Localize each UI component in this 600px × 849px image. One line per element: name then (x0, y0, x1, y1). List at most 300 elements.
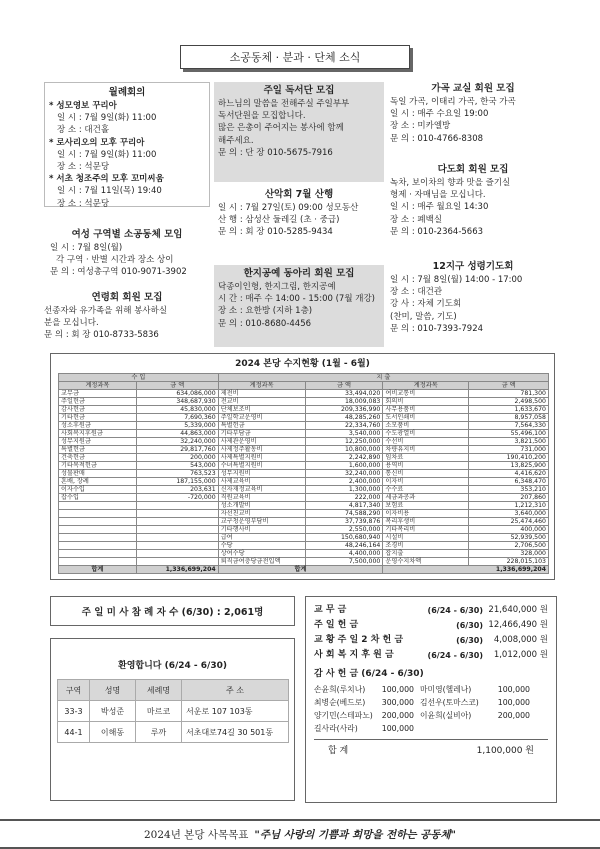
tea-title: 다도회 회원 모집 (437, 164, 509, 175)
section-header (180, 45, 410, 69)
finance-item: 혼배, 장례 (59, 478, 137, 486)
table-row (59, 470, 549, 478)
finance-item (59, 534, 137, 542)
finance-item: 차량유지비 (383, 446, 469, 454)
attendance-box (50, 596, 295, 626)
finance-amount: 48,285,260 (305, 414, 383, 422)
text-line: 장 소 : 석문당 (57, 162, 110, 173)
donor-row (314, 709, 548, 722)
donor-name: 이윤희(실비아) (420, 711, 472, 720)
finance-amount: 203,631 (136, 486, 218, 494)
finance-item: 성물판매 (59, 470, 137, 478)
finance-amount: 22,334,760 (305, 422, 383, 430)
finance-amount: 353,210 (469, 486, 549, 494)
text-line: 장 소 : 미카엘방 (390, 121, 451, 132)
finance-item: 성무지원금 (59, 438, 137, 446)
finance-item: 주일헌금 (59, 398, 137, 406)
col-amount: 금 액 (469, 382, 549, 390)
finance-amount: 12,250,000 (305, 438, 383, 446)
welcome-cell: 루까 (136, 722, 182, 743)
tea-box (388, 163, 558, 238)
table-row (59, 550, 549, 558)
finance-item: 세금과공과 (383, 494, 469, 502)
welcome-header: 구역 (58, 680, 90, 701)
finance-item (59, 542, 137, 550)
table-row (59, 414, 549, 422)
finance-amount: 32,240,000 (136, 438, 218, 446)
income-total-label: 합계 (59, 566, 137, 574)
donor-amount: 200,000 (497, 711, 530, 720)
text-line: 독일 가곡, 이태리 가곡, 한국 가곡 (390, 97, 516, 107)
welcome-title: 환영합니다 (6/24 - 6/30) (118, 661, 227, 671)
tea-lines (390, 177, 556, 238)
text-line: 닥종이인형, 한지그림, 한지공예 (218, 282, 336, 292)
finance-item: 제전비 (218, 390, 305, 398)
finance-item: 이자비 (383, 478, 469, 486)
finance-item: 기타헌금 (59, 414, 137, 422)
finance-amount (136, 550, 218, 558)
donor-amount: 100,000 (381, 685, 414, 694)
table-row (59, 518, 549, 526)
finance-amount: 7,690,360 (136, 414, 218, 422)
union-box (44, 291, 210, 342)
donor-amount: 100,000 (497, 698, 530, 707)
finance-item: 잡지출 (383, 550, 469, 558)
finance-amount: 2,550,000 (305, 526, 383, 534)
welcome-cell: 서운로 107 103동 (182, 701, 289, 722)
finance-box (50, 353, 555, 580)
finance-amount: 781,300 (469, 390, 549, 398)
donor-name (420, 722, 482, 735)
finance-item: 수당 (218, 542, 305, 550)
offering-label: 교 무 금 (314, 605, 347, 615)
text-line: 형제 · 자매님을 모십니다. (390, 190, 486, 201)
finance-item (59, 558, 137, 566)
text-line: 장 소 : 요한방 (지하 1층) (218, 306, 313, 317)
finance-amount: 5,339,000 (136, 422, 218, 430)
finance-item: 성소개발비 (218, 502, 305, 510)
text-line: (찬미, 말씀, 기도) (390, 311, 457, 322)
finance-item: 사제정주활동비 (218, 446, 305, 454)
expense-total: 1,336,699,204 (383, 566, 549, 574)
finance-item: 운영수지차액 (383, 558, 469, 566)
finance-item: 전교비 (218, 398, 305, 406)
table-row (59, 446, 549, 454)
hike-box (214, 188, 384, 239)
women-line: 일 시 : 7월 8일(월) (50, 243, 123, 253)
finance-amount: 228,015,103 (469, 558, 549, 566)
finance-amount: 1,212,310 (469, 502, 549, 510)
table-row (59, 558, 549, 566)
finance-amount: 1,300,000 (305, 486, 383, 494)
finance-item: 급여 (218, 534, 305, 542)
finance-item (59, 510, 137, 518)
text-line: 일 시 : 7월 27일(토) 09:00 성모동산 (218, 203, 359, 213)
col-item: 계정과목 (383, 382, 469, 390)
finance-amount: 543,000 (136, 462, 218, 470)
finance-amount: 222,000 (305, 494, 383, 502)
expense-total-label: 합계 (218, 566, 383, 574)
finance-item: 사무용품비 (383, 406, 469, 414)
finance-item: 잡수입 (59, 494, 137, 502)
text-line: 장 소 : 폐백실 (390, 214, 443, 225)
finance-amount: 7,564,330 (469, 422, 549, 430)
finance-item: 사회복지후원금 (59, 430, 137, 438)
col-item: 계정과목 (218, 382, 305, 390)
table-row (59, 422, 549, 430)
donor-name: 마미영(헬레나) (420, 685, 472, 694)
bible-lines (390, 274, 556, 335)
craft-title: 한지공예 동아리 회원 모집 (243, 268, 355, 279)
thanks-title: 감 사 헌 금 (6/24 - 6/30) (314, 669, 424, 679)
finance-amount: 33,494,020 (305, 390, 383, 398)
donor-amount (482, 722, 530, 735)
table-row (59, 534, 549, 542)
finance-item: 기타부담금 (218, 430, 305, 438)
text-line: 문 의 : 010-8680-4456 (218, 318, 312, 329)
finance-amount: 32,240,000 (305, 470, 383, 478)
table-row (59, 438, 549, 446)
finance-item: 시설비 (383, 534, 469, 542)
finance-item (59, 550, 137, 558)
monthly-meeting-box (44, 82, 210, 207)
reader-title: 주일 독서단 모집 (263, 85, 335, 96)
finance-item: 여비교통비 (383, 390, 469, 398)
finance-item: 건축헌금 (59, 454, 137, 462)
offering-row (314, 633, 548, 648)
finance-amount: 52,939,500 (469, 534, 549, 542)
welcome-table (57, 679, 289, 743)
offering-period: (6/24 - 6/30) (427, 606, 483, 615)
finance-amount: 3,640,000 (469, 510, 549, 518)
text-line: 문 의 : 010-4766-8308 (390, 133, 484, 144)
text-line: 문 의 : 단 장 010-5675-7916 (218, 147, 333, 158)
finance-item: 사제특별지원비 (218, 454, 305, 462)
table-row (59, 502, 549, 510)
donor-name: 최병순(베드로) (314, 698, 366, 707)
finance-amount: 25,474,460 (469, 518, 549, 526)
finance-amount: 209,336,990 (305, 406, 383, 414)
finance-item: 통신비 (383, 470, 469, 478)
finance-item: 도서인쇄비 (383, 414, 469, 422)
finance-amount: 6,348,470 (469, 478, 549, 486)
finance-item: 기타행사비 (218, 526, 305, 534)
finance-amount: 4,400,000 (305, 550, 383, 558)
table-row (58, 722, 289, 743)
text-line: 녹차, 보이차의 향과 맛을 즐기실 (390, 178, 511, 188)
offering-row (314, 648, 548, 663)
finance-amount: 37,739,876 (305, 518, 383, 526)
singing-box (388, 82, 558, 145)
finance-amount (136, 542, 218, 550)
finance-amount: 18,009,083 (305, 398, 383, 406)
welcome-header: 성명 (90, 680, 136, 701)
donor-list (314, 683, 548, 735)
finance-item: 기타목적헌금 (59, 462, 137, 470)
offering-label: 교 황 주 일 2 차 헌 금 (314, 635, 404, 645)
finance-item (59, 502, 137, 510)
offerings-box (305, 596, 557, 803)
finance-item: 임차료 (383, 454, 469, 462)
finance-amount: 2,400,000 (305, 478, 383, 486)
finance-amount: 200,000 (136, 454, 218, 462)
finance-item: 용역비 (383, 462, 469, 470)
finance-item: 복리후생비 (383, 518, 469, 526)
finance-item: 감사헌금 (59, 406, 137, 414)
finance-item: 단체보조비 (218, 406, 305, 414)
finance-item: 상여수당 (218, 550, 305, 558)
finance-amount: 731,000 (469, 446, 549, 454)
table-row (59, 486, 549, 494)
welcome-cell: 마르코 (136, 701, 182, 722)
finance-amount: -720,000 (136, 494, 218, 502)
finance-item: 보험료 (383, 502, 469, 510)
finance-item: 수선비 (383, 438, 469, 446)
finance-amount (136, 558, 218, 566)
text-line: 일 시 : 7월 8일(월) 14:00 - 17:00 (390, 275, 523, 285)
finance-amount (136, 510, 218, 518)
finance-amount: 348,687,930 (136, 398, 218, 406)
women-line: 문 의 : 여성총구역 010-9071-3902 (50, 267, 187, 278)
text-line: 문 의 : 회 장 010-5285-9434 (218, 227, 333, 238)
monthly-meeting-lines (49, 100, 205, 210)
table-row (59, 478, 549, 486)
reader-box (214, 82, 384, 182)
donor-amount: 200,000 (381, 711, 414, 720)
donor-row (314, 696, 548, 709)
footer-prefix: 2024년 본당 사목목표 (143, 828, 249, 841)
finance-amount (136, 534, 218, 542)
text-line: 장 소 : 대건관 (390, 287, 443, 298)
text-line: 일 시 : 7월 11일(목) 19:40 (57, 186, 162, 197)
welcome-header: 주 소 (182, 680, 289, 701)
finance-item: 사제관운영비 (218, 438, 305, 446)
offering-period: (6/30) (456, 621, 483, 630)
income-label: 수 입 (59, 374, 219, 382)
finance-item: 교무금 (59, 390, 137, 398)
text-line: 문 의 : 010-7393-7924 (390, 323, 484, 334)
finance-amount (136, 502, 218, 510)
text-line: 독서단원을 모집합니다. (218, 111, 306, 122)
finance-amount: 7,500,000 (305, 558, 383, 566)
text-line: 일 시 : 매주 월요일 14:30 (390, 202, 489, 213)
donor-name: 김선우(토마스코) (420, 698, 479, 707)
offering-period: (6/24 - 6/30) (427, 651, 483, 660)
offering-amount: 21,640,000 원 (488, 605, 548, 615)
finance-amount: 2,242,890 (305, 454, 383, 462)
bible-box (388, 260, 558, 335)
finance-amount (136, 518, 218, 526)
craft-lines (218, 281, 380, 330)
finance-amount: 187,155,000 (136, 478, 218, 486)
finance-amount: 10,800,000 (305, 446, 383, 454)
table-row (59, 454, 549, 462)
finance-item: 수수료 (383, 486, 469, 494)
sum-label: 합 계 (328, 746, 349, 756)
offering-amount: 4,008,000 원 (493, 635, 548, 645)
table-row (59, 398, 549, 406)
sum-value: 1,100,000 원 (476, 746, 534, 756)
col-item: 계정과목 (59, 382, 137, 390)
donor-name: 길사라(사라) (314, 724, 358, 733)
union-title: 연령회 회원 모집 (91, 292, 163, 303)
table-row (59, 510, 549, 518)
offering-amount: 1,012,000 원 (493, 650, 548, 660)
singing-title: 가곡 교실 회원 모집 (431, 83, 515, 94)
welcome-cell: 이해동 (90, 722, 136, 743)
finance-item: 성소후원금 (59, 422, 137, 430)
finance-item: 이자수입 (59, 486, 137, 494)
donor-row (314, 722, 548, 735)
income-total: 1,336,699,204 (136, 566, 218, 574)
finance-item: 교구청운영부담비 (218, 518, 305, 526)
finance-item: 회의비 (383, 398, 469, 406)
finance-item: 자선친교비 (218, 510, 305, 518)
finance-amount: 634,086,000 (136, 390, 218, 398)
welcome-box (50, 638, 295, 801)
finance-table (58, 373, 549, 574)
finance-amount: 328,000 (469, 550, 549, 558)
finance-item: 이자비용 (383, 510, 469, 518)
text-line: * 성모영보 꾸리아 (49, 101, 117, 111)
finance-item: 신자재정교육비 (218, 486, 305, 494)
finance-item: 수도광열비 (383, 430, 469, 438)
offering-period: (6/30) (456, 636, 483, 645)
welcome-cell: 44-1 (58, 722, 90, 743)
text-line: * 로사리오의 모후 꾸리아 (49, 137, 145, 148)
women-box (44, 228, 210, 279)
finance-item: 특별헌금 (59, 446, 137, 454)
text-line: 일 시 : 매주 수요일 19:00 (390, 109, 489, 120)
union-line: 선종자와 유가족을 위해 봉사하실 (44, 306, 168, 316)
finance-item: 수녀특별지원비 (218, 462, 305, 470)
table-row (59, 390, 549, 398)
finance-item (59, 518, 137, 526)
finance-amount: 45,830,000 (136, 406, 218, 414)
col-amount: 금 액 (305, 382, 383, 390)
section-title: 소공동체 · 분과 · 단체 소식 (229, 51, 361, 64)
finance-amount: 29,817,760 (136, 446, 218, 454)
finance-item: 직원교육비 (218, 494, 305, 502)
finance-amount: 55,496,100 (469, 430, 549, 438)
finance-amount: 8,957,058 (469, 414, 549, 422)
text-line: 일 시 : 7월 9일(화) 11:00 (57, 149, 157, 160)
finance-amount: 1,633,670 (469, 406, 549, 414)
finance-amount: 1,600,000 (305, 462, 383, 470)
donor-row (314, 683, 548, 696)
singing-lines (390, 96, 556, 145)
finance-item: 퇴직금여충당금전입액 (218, 558, 305, 566)
finance-amount: 400,000 (469, 526, 549, 534)
finance-item: 주일학교운영비 (218, 414, 305, 422)
finance-item: 조경비 (383, 542, 469, 550)
welcome-cell: 서초대로74길 30 501동 (182, 722, 289, 743)
offering-label: 주 일 헌 금 (314, 620, 359, 630)
finance-item (59, 526, 137, 534)
finance-item: 기타복리비 (383, 526, 469, 534)
finance-item: 사제교육비 (218, 478, 305, 486)
finance-amount: 4,817,340 (305, 502, 383, 510)
text-line: 산 행 : 삼성산 둘레길 (초 · 중급) (218, 215, 340, 226)
text-line: 강 사 : 자체 기도회 (390, 299, 462, 310)
offering-rows (314, 603, 548, 663)
finance-amount: 48,246,164 (305, 542, 383, 550)
finance-title: 2024 본당 수지현황 (1월 - 6월) (235, 359, 370, 369)
text-line: 일 시 : 7월 9일(화) 11:00 (57, 113, 157, 124)
finance-amount: 2,706,500 (469, 542, 549, 550)
offering-row (314, 603, 548, 618)
offering-label: 사 회 복 지 후 원 금 (314, 650, 394, 660)
finance-amount: 2,498,500 (469, 398, 549, 406)
craft-box (214, 265, 384, 347)
text-line: 장 소 : 대건홀 (57, 125, 110, 136)
women-line: 각 구역 · 반별 시간과 장소 상이 (56, 255, 174, 266)
union-line: 분을 모십니다. (44, 318, 99, 329)
text-line: 많은 은총이 주어지는 봉사에 함께 (218, 123, 344, 134)
women-title: 여성 구역별 소공동체 모임 (71, 229, 183, 240)
bible-title: 12지구 성령기도회 (432, 261, 514, 272)
col-amount: 금 액 (136, 382, 218, 390)
finance-amount: 763,523 (136, 470, 218, 478)
table-row (59, 526, 549, 534)
finance-amount: 4,416,620 (469, 470, 549, 478)
union-line: 문 의 : 회 장 010-8733-5836 (44, 330, 159, 341)
table-row (59, 542, 549, 550)
text-line: * 서초 청조주의 모후 꼬미씨움 (49, 174, 164, 185)
footer-motto: "주님 사랑의 기쁨과 희망을 전하는 공동체" (254, 828, 457, 841)
finance-amount (136, 526, 218, 534)
finance-item: 성무지원비 (218, 470, 305, 478)
reader-lines (218, 98, 380, 159)
offering-amount: 12,466,490 원 (488, 620, 548, 630)
text-line: 문 의 : 010-2364-5663 (390, 226, 484, 237)
expense-label: 지 출 (218, 374, 548, 382)
table-row (59, 494, 549, 502)
offering-row (314, 618, 548, 633)
text-line: 하느님의 말씀을 전해주실 주일부부 (218, 99, 350, 109)
table-row (59, 406, 549, 414)
donor-amount: 100,000 (381, 724, 414, 733)
table-row (59, 462, 549, 470)
offering-sum (314, 739, 548, 756)
donor-amount: 100,000 (497, 685, 530, 694)
donor-amount: 300,000 (381, 698, 414, 707)
text-line: 장 소 : 석문당 (57, 198, 110, 209)
finance-amount: 150,680,940 (305, 534, 383, 542)
donor-name: 손윤희(루치나) (314, 685, 366, 694)
welcome-cell: 박성준 (90, 701, 136, 722)
monthly-meeting-title: 월례회의 (108, 87, 146, 98)
welcome-header: 세례명 (136, 680, 182, 701)
finance-amount: 3,821,500 (469, 438, 549, 446)
finance-item: 소모품비 (383, 422, 469, 430)
finance-amount: 44,863,000 (136, 430, 218, 438)
hike-title: 산악회 7월 산행 (264, 189, 334, 200)
finance-item: 특별헌금 (218, 422, 305, 430)
finance-amount: 13,825,900 (469, 462, 549, 470)
text-line: 해주세요. (218, 135, 254, 146)
hike-lines (218, 202, 380, 239)
table-row (59, 430, 549, 438)
donor-name: 양기민(스테파노) (314, 711, 373, 720)
attendance-text: 주 일 미 사 참 례 자 수 (6/30) : 2,061명 (81, 607, 264, 618)
welcome-cell: 33-3 (58, 701, 90, 722)
finance-amount: 3,540,000 (305, 430, 383, 438)
finance-amount: 74,588,290 (305, 510, 383, 518)
table-row (58, 701, 289, 722)
finance-amount: 207,860 (469, 494, 549, 502)
finance-amount: 190,410,200 (469, 454, 549, 462)
